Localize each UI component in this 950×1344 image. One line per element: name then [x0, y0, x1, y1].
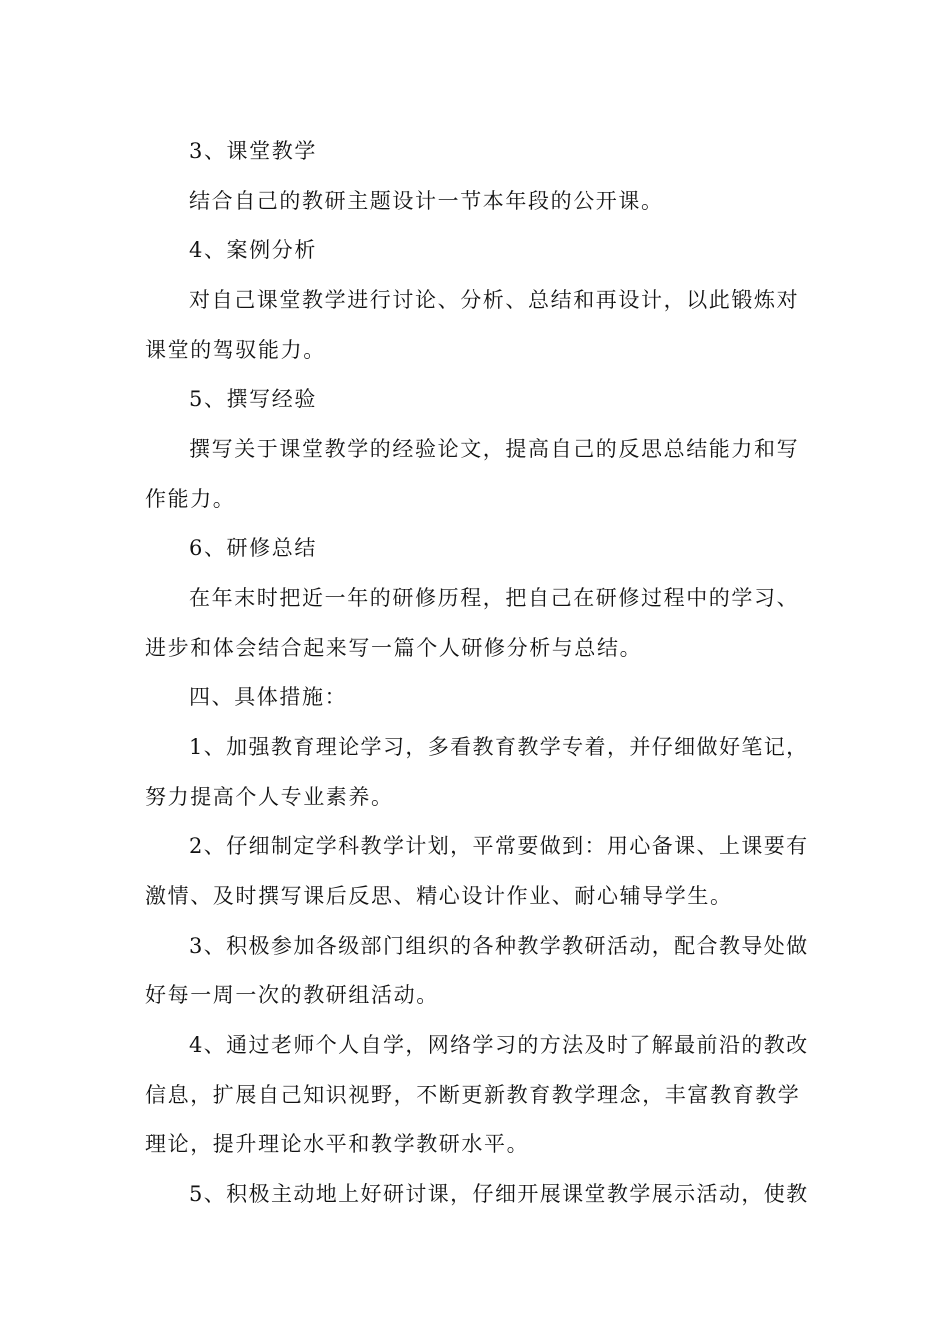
paragraph-line: 2、仔细制定学科教学计划，平常要做到：用心备课、上课要有 — [189, 834, 809, 858]
section-heading-measures: 四、具体措施： — [189, 685, 348, 709]
paragraph-line: 3、积极参加各级部门组织的各种教学教研活动，配合教导处做 — [189, 934, 809, 958]
paragraph-line: 在年末时把近一年的研修历程，把自己在研修过程中的学习、 — [189, 586, 800, 610]
paragraph-line: 好每一周一次的教研组活动。 — [145, 983, 439, 1007]
paragraph-line: 4、通过老师个人自学，网络学习的方法及时了解最前沿的教改 — [189, 1033, 809, 1057]
heading-case-analysis: 4、案例分析 — [189, 238, 317, 262]
paragraph-line: 作能力。 — [145, 487, 236, 511]
paragraph-line: 信息，扩展自己知识视野，不断更新教育教学理念，丰富教育教学 — [145, 1083, 801, 1107]
heading-study-summary: 6、研修总结 — [189, 536, 317, 560]
heading-writing-experience: 5、撰写经验 — [189, 387, 317, 411]
paragraph-line: 理论，提升理论水平和教学教研水平。 — [145, 1132, 530, 1156]
paragraph-line: 进步和体会结合起来写一篇个人研修分析与总结。 — [145, 636, 643, 660]
paragraph-line: 结合自己的教研主题设计一节本年段的公开课。 — [189, 189, 664, 213]
paragraph-line: 努力提高个人专业素养。 — [145, 785, 394, 809]
paragraph-line: 5、积极主动地上好研讨课，仔细开展课堂教学展示活动，使教 — [189, 1182, 809, 1206]
paragraph-line: 撰写关于课堂教学的经验论文，提高自己的反思总结能力和写 — [189, 437, 800, 461]
paragraph-line: 激情、及时撰写课后反思、精心设计作业、耐心辅导学生。 — [145, 884, 733, 908]
paragraph-line: 1、加强教育理论学习，多看教育教学专着，并仔细做好笔记， — [189, 735, 809, 759]
paragraph-line: 课堂的驾驭能力。 — [145, 338, 326, 362]
heading-classroom-teaching: 3、课堂教学 — [189, 139, 317, 163]
paragraph-line: 对自己课堂教学进行讨论、分析、总结和再设计，以此锻炼对 — [189, 288, 800, 312]
